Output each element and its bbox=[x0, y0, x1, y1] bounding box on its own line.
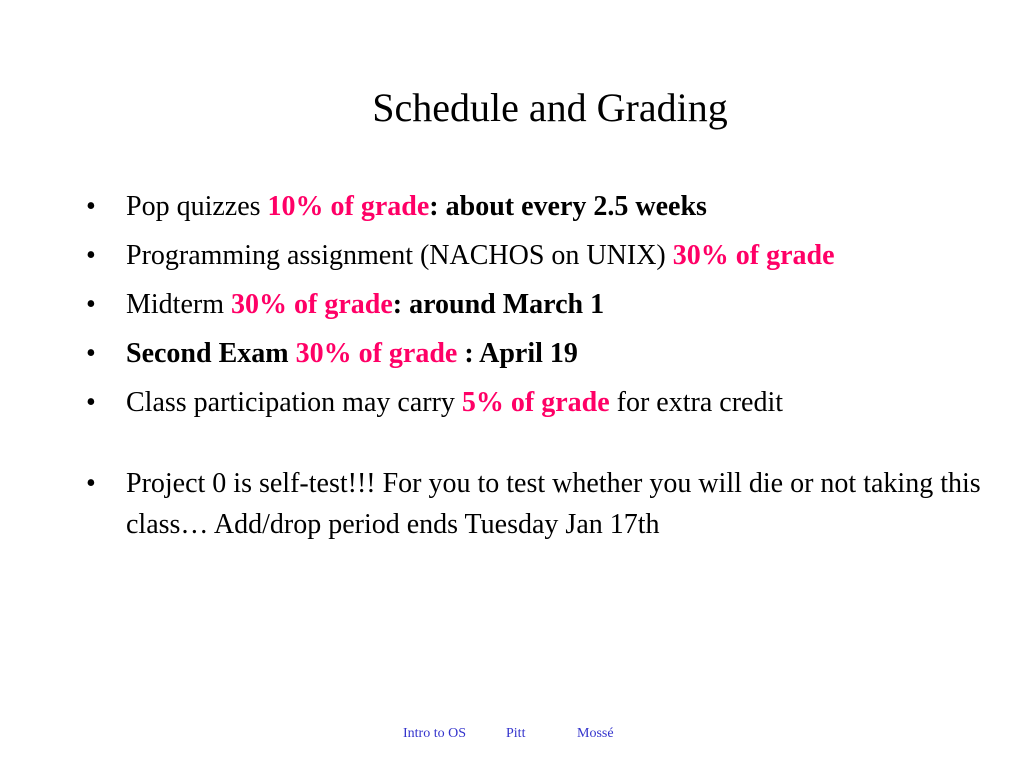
grade-percentage: 30% of grade bbox=[672, 240, 835, 271]
grade-percentage: 10% of grade bbox=[267, 191, 430, 222]
grade-percentage: 30% of grade bbox=[295, 338, 458, 369]
bullet-marker: • bbox=[86, 338, 96, 369]
bullet-item-pop-quizzes bbox=[86, 187, 1006, 227]
bullet-marker: • bbox=[86, 387, 96, 418]
bullet-text-bold: Second Exam bbox=[126, 338, 296, 369]
bullet-marker: • bbox=[86, 240, 96, 271]
bullet-text-normal: Programming assignment (NACHOS on UNIX) bbox=[126, 240, 673, 271]
bullet-text-bold: : around March 1 bbox=[392, 289, 605, 320]
bullet-text-bold: : April 19 bbox=[457, 338, 578, 369]
bullet-list bbox=[86, 187, 1006, 554]
bullet-text-bold: : about every 2.5 weeks bbox=[429, 191, 707, 222]
bullet-text-normal: for extra credit bbox=[609, 387, 784, 418]
bullet-marker: • bbox=[86, 289, 96, 320]
slide-title: Schedule and Grading bbox=[372, 85, 728, 130]
bullet-item-class-participation bbox=[86, 383, 1006, 423]
footer-instructor: Mossé bbox=[577, 726, 614, 741]
grade-percentage: 5% of grade bbox=[461, 387, 610, 418]
footer-school: Pitt bbox=[506, 726, 526, 741]
bullet-item-midterm bbox=[86, 285, 1006, 325]
grade-percentage: 30% of grade bbox=[231, 289, 393, 320]
slide-footer bbox=[0, 726, 1024, 746]
bullet-marker: • bbox=[86, 468, 96, 499]
bullet-text-normal: Pop quizzes bbox=[126, 191, 268, 222]
bullet-text-normal: Class participation may carry bbox=[126, 387, 462, 418]
bullet-item-second-exam bbox=[86, 334, 1006, 374]
bullet-text-normal: Project 0 is self-test!!! For you to test whether you will die or not taking this class… Add/drop period ends Tuesday Jan 17th bbox=[126, 468, 981, 540]
bullet-item-programming-assignment bbox=[86, 236, 1006, 276]
footer-course: Intro to OS bbox=[403, 726, 466, 741]
bullet-text-normal: Midterm bbox=[126, 289, 231, 320]
bullet-item-project-zero bbox=[86, 463, 1001, 545]
bullet-marker: • bbox=[86, 191, 96, 222]
